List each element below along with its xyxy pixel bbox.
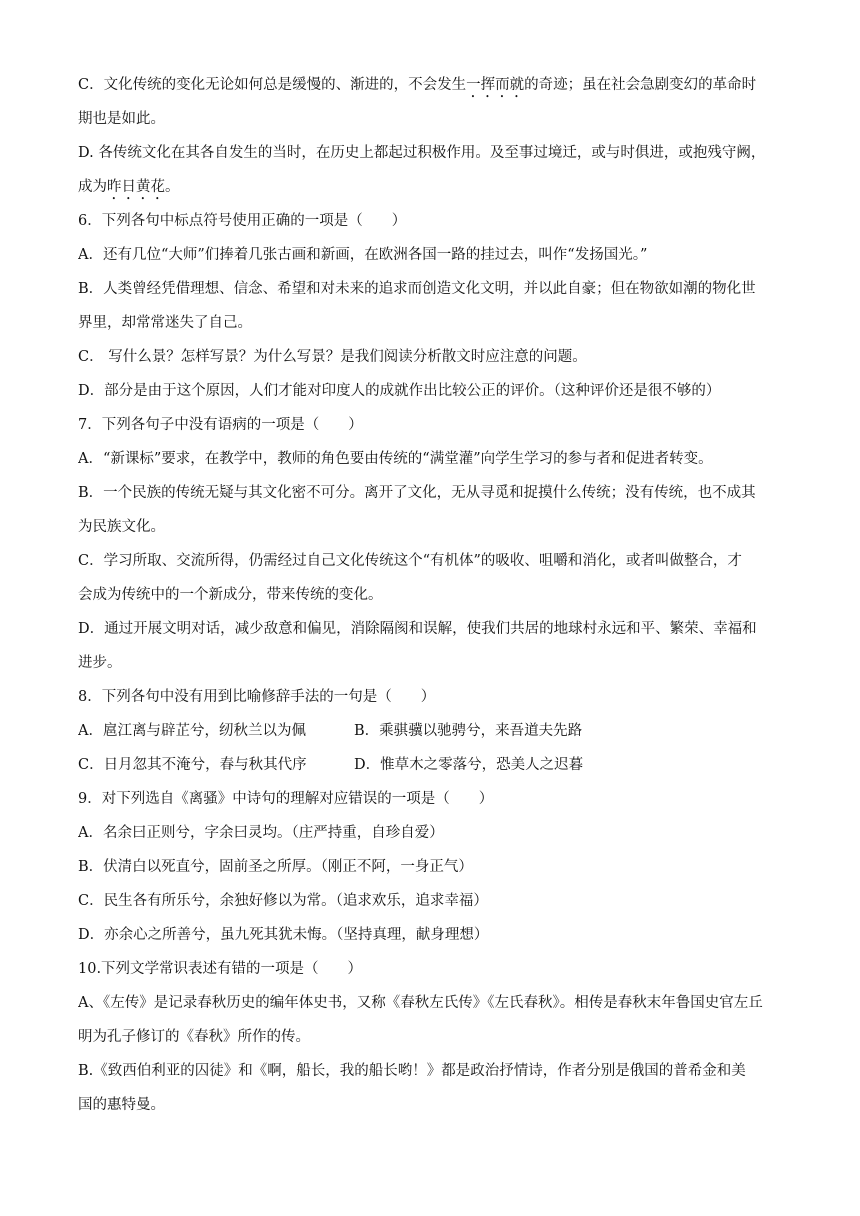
q10-option-b-line2: 国的惠特曼。 [78,1097,165,1113]
q5-option-d-line1: D. 各传统文化在其各自发生的当时，在历史上都起过积极作用。及至事过境迁，或与时俱进，或抱残守阙， [78,145,766,161]
q10-option-a-line1: A、《左传》是记录春秋历史的编年体史书，又称《春秋左氏传》《左氏春秋》。相传是春秋末年鲁国史官左丘 [78,995,763,1011]
q8-option-b: B．乘骐骥以驰骋兮，来吾道夫先路 [354,723,583,739]
text-segment: C．文化传统的变化无论如何总是缓慢的、渐进的，不会发生 [78,77,467,93]
q9-stem: 9．对下列选自《离骚》中诗句的理解对应错误的一项是（ ） [78,791,494,807]
q5-option-c-line1 [78,68,784,102]
q9-option-a: A．名余曰正则兮，字余曰灵均。（庄严持重，自珍自爱） [78,825,444,841]
q9-option-c: C．民生各有所乐兮，余独好修以为常。（追求欢乐，追求幸福） [78,893,488,909]
q8-option-a: A．扈江离与辟芷兮，纫秋兰以为佩 [78,723,306,739]
q8-options-row1 [78,714,784,748]
emphasized-phrase: 昨日黄花 [107,179,165,195]
question-list [78,68,784,1122]
q7-option-d-line1: D．通过开展文明对话，减少敌意和偏见，消除隔阂和误解，使我们共居的地球村永远和平、繁荣、幸福和 [78,621,757,637]
q7-stem: 7．下列各句子中没有语病的一项是（ ） [78,417,363,433]
q8-stem: 8．下列各句中没有用到比喻修辞手法的一句是（ ） [78,689,436,705]
q5-option-c-line2: 期也是如此。 [78,111,165,127]
q6-option-b-line2: 界里，却常常迷失了自己。 [78,315,252,331]
q7-option-b-line2: 为民族文化。 [78,519,165,535]
q9-option-b: B．伏清白以死直兮，固前圣之所厚。（刚正不阿，一身正气） [78,859,473,875]
q6-option-d: D．部分是由于这个原因，人们才能对印度人的成就作出比较公正的评价。（这种评价还是很不够的） [78,383,721,399]
q9-option-d: D．亦余心之所善兮，虽九死其犹未悔。（坚持真理，献身理想） [78,927,489,943]
emphasized-phrase: 一挥而就 [466,77,525,93]
q6-option-b-line1: B．人类曾经凭借理想、信念、希望和对未来的追求而创造文化文明，并以此自豪；但在物欲如潮的物化世 [78,281,756,297]
q7-option-a: A．“新课标”要求，在教学中，教师的角色要由传统的“满堂灌”向学生学习的参与者和促进者转变。 [78,451,713,467]
q6-stem: 6．下列各句中标点符号使用正确的一项是（ ） [78,213,407,229]
q8-options-row2 [78,748,784,782]
text-segment: 。 [165,179,180,195]
q10-option-b-line1: B.《致西伯利亚的囚徒》和《啊，船长，我的船长哟！》都是政治抒情诗，作者分别是俄国的普希金和美 [78,1063,746,1079]
q7-option-b-line1: B．一个民族的传统无疑与其文化密不可分。离开了文化，无从寻觅和捉摸什么传统；没有传统，也不成其 [78,485,756,501]
q8-option-c: C．日月忽其不淹兮，春与秋其代序 [78,757,307,773]
text-segment: 成为 [78,179,107,195]
text-segment: 的奇迹；虽在社会急剧变幻的革命时 [524,77,757,93]
q6-option-c: C． 写什么景？怎样写景？为什么写景？是我们阅读分析散文时应注意的问题。 [78,349,587,365]
q10-stem: 10.下列文学常识表述有错的一项是（ ） [78,961,363,977]
q5-option-d-line2 [78,170,784,204]
q10-option-a-line2: 明为孔子修订的《春秋》所作的传。 [78,1029,310,1045]
q6-option-a: A．还有几位“大师”们捧着几张古画和新画，在欧洲各国一路的挂过去，叫作“发扬国光。” [78,247,648,263]
q7-option-c-line1: C．学习所取、交流所得，仍需经过自己文化传统这个“有机体”的吸收、咀嚼和消化，或者叫做整合，才 [78,553,742,569]
q7-option-d-line2: 进步。 [78,655,122,671]
q8-option-d: D．惟草木之零落兮，恐美人之迟暮 [354,757,584,773]
q7-option-c-line2: 会成为传统中的一个新成分，带来传统的变化。 [78,587,383,603]
